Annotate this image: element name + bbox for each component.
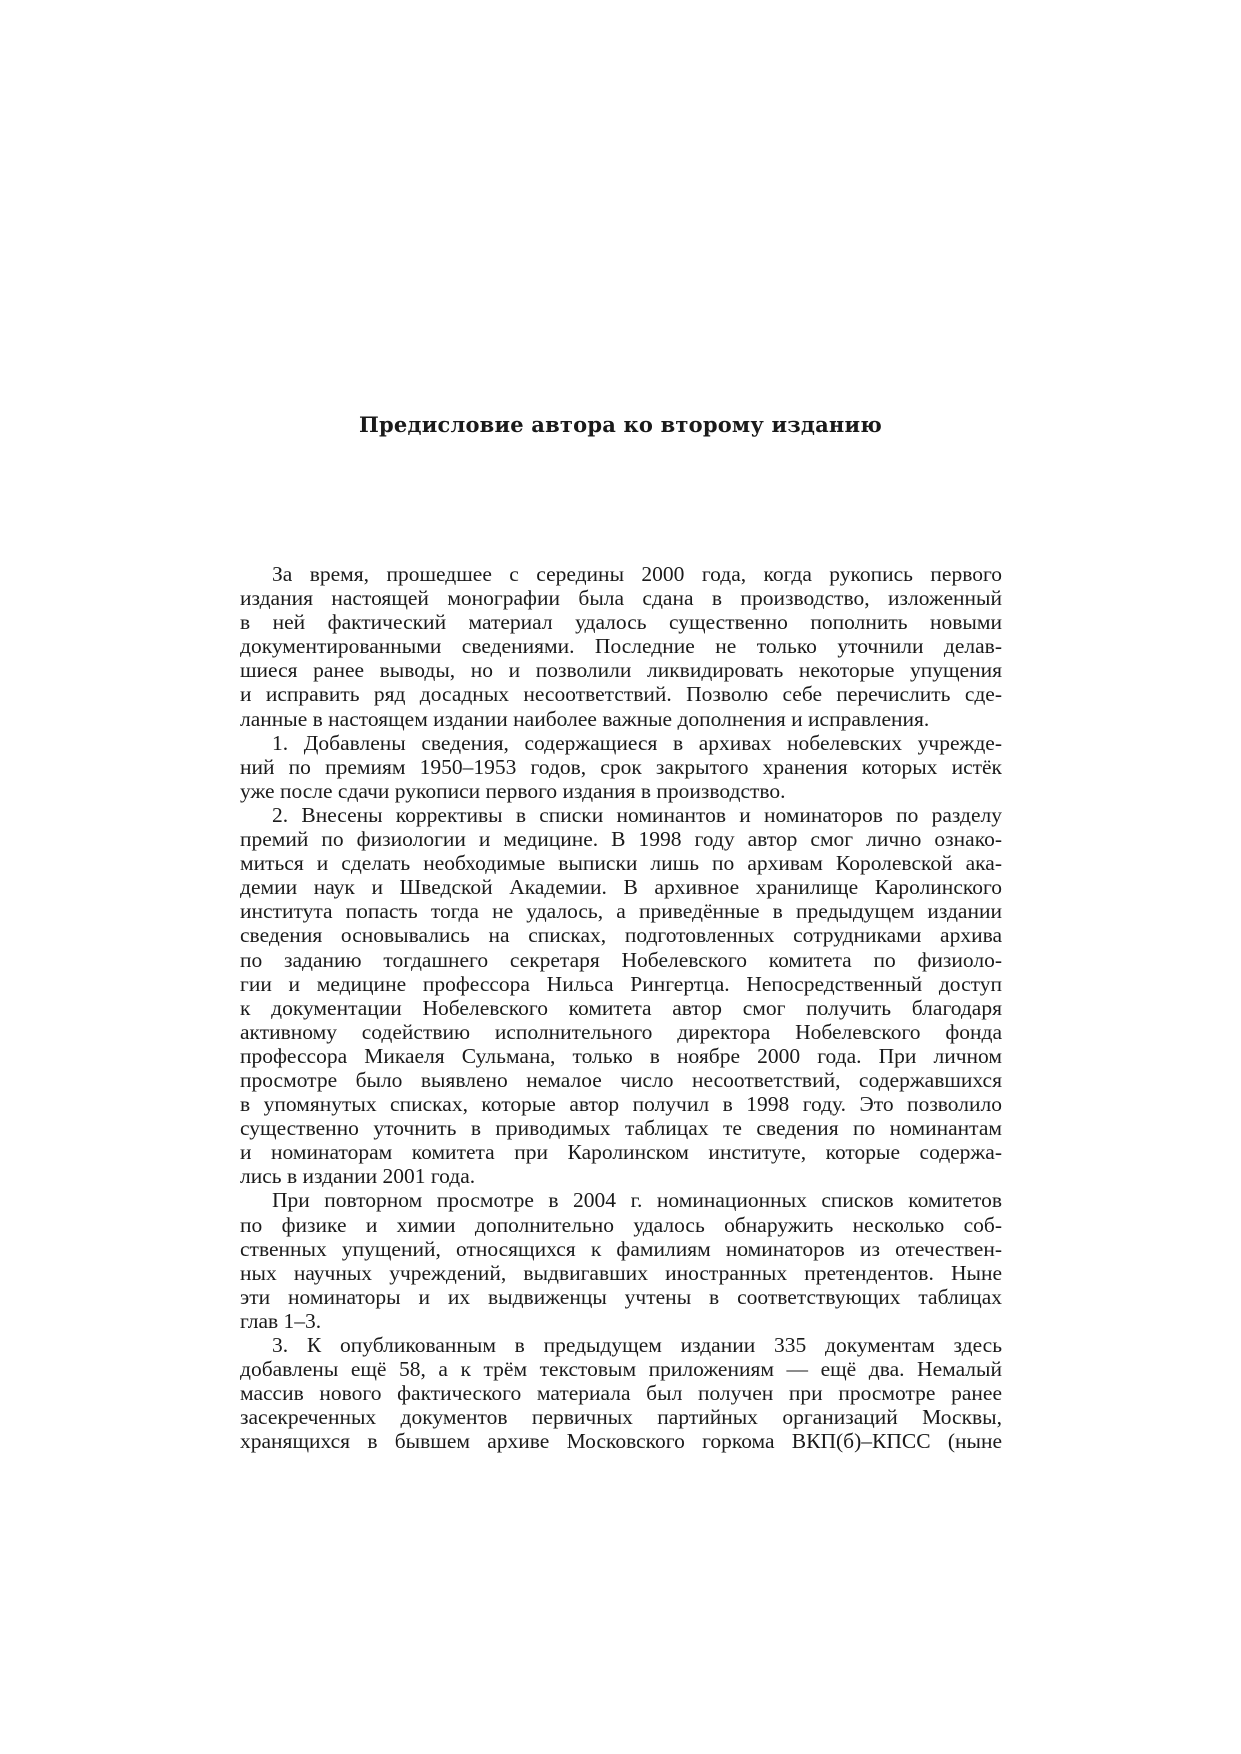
text-line: сведения основывались на списках, подготовленных сотрудниками архива	[240, 923, 1002, 948]
text-line: хранящихся в бывшем архиве Московского горкома ВКП(б)–КПСС (ныне	[240, 1429, 1002, 1454]
text-line: по заданию тогдашнего секретаря Нобелевского комитета по физиоло-	[240, 947, 1002, 972]
text-line: При повторном просмотре в 2004 г. номинационных списков комитетов	[272, 1188, 1002, 1213]
text-line: За время, прошедшее с середины 2000 года, когда рукопись первого	[272, 562, 1002, 586]
text-line: 3. К опубликованным в предыдущем издании 335 документам здесь	[272, 1333, 1002, 1357]
text-line: в упомянутых списках, которые автор получил в 1998 году. Это позволило	[240, 1092, 1002, 1117]
text-line: 1. Добавлены сведения, содержащиеся в архивах нобелевских учрежде-	[272, 730, 1002, 755]
text-line: 2. Внесены коррективы в списки номинантов и номинаторов по разделу	[272, 802, 1002, 827]
text-line: глав 1–3.	[240, 1308, 322, 1333]
text-line: и номинаторам комитета при Каролинском институте, которые содержа-	[240, 1140, 1002, 1165]
text-line: ний по премиям 1950–1953 годов, срок закрытого хранения которых истёк	[240, 754, 1002, 779]
text-line: гии и медицине профессора Нильса Рингертца. Непосредственный доступ	[240, 971, 1002, 996]
text-line: шиеся ранее выводы, но и позволили ликвидировать некоторые упущения	[240, 658, 1002, 683]
text-line: профессора Микаеля Сульмана, только в ноябре 2000 года. При личном	[240, 1043, 1002, 1068]
text-line: засекреченных документов первичных партийных организаций Москвы,	[240, 1405, 1002, 1430]
text-line: эти номинаторы и их выдвиженцы учтены в соответствующих таблицах	[240, 1284, 1002, 1309]
text-line: активному содействию исполнительного директора Нобелевского фонда	[240, 1019, 1002, 1044]
text-line: ланные в настоящем издании наиболее важные дополнения и исправления.	[240, 706, 930, 731]
text-line: издания настоящей монографии была сдана в производство, изложенный	[240, 586, 1002, 611]
text-line: документированными сведениями. Последние не только уточнили делав-	[240, 634, 1002, 659]
text-line: ственных упущений, относящихся к фамилиям номинаторов из отечествен-	[240, 1236, 1002, 1261]
text-line: миться и сделать необходимые выписки лишь по архивам Королевской ака-	[240, 851, 1002, 876]
text-line: ных научных учреждений, выдвигавших иностранных претендентов. Ныне	[240, 1260, 1002, 1285]
text-line: в ней фактический материал удалось существенно пополнить новыми	[240, 610, 1002, 635]
text-line: существенно уточнить в приводимых таблицах те сведения по номинантам	[240, 1116, 1002, 1141]
text-line: института попасть тогда не удалось, а приведённые в предыдущем издании	[240, 899, 1002, 924]
text-line: лись в издании 2001 года.	[240, 1164, 476, 1189]
body-text	[240, 562, 1002, 1453]
text-line: просмотре было выявлено немалое число несоответствий, содержавшихся	[240, 1067, 1002, 1092]
text-line: по физике и химии дополнительно удалось обнаружить несколько соб-	[240, 1212, 1002, 1237]
text-line: премий по физиологии и медицине. В 1998 году автор смог лично ознако-	[240, 827, 1002, 852]
text-line: массив нового фактического материала был получен при просмотре ранее	[240, 1381, 1002, 1406]
text-line: добавлены ещё 58, а к трём текстовым приложениям — ещё два. Немалый	[240, 1357, 1002, 1382]
text-line: уже после сдачи рукописи первого издания в производство.	[240, 778, 786, 803]
text-line: к документации Нобелевского комитета автор смог получить благодаря	[240, 995, 1002, 1020]
page-title: Предисловие автора ко второму изданию	[359, 412, 882, 437]
text-line: демии наук и Шведской Академии. В архивное хранилище Каролинского	[240, 875, 1002, 900]
text-line: и исправить ряд досадных несоответствий. Позволю себе перечислить сде-	[240, 682, 1002, 707]
